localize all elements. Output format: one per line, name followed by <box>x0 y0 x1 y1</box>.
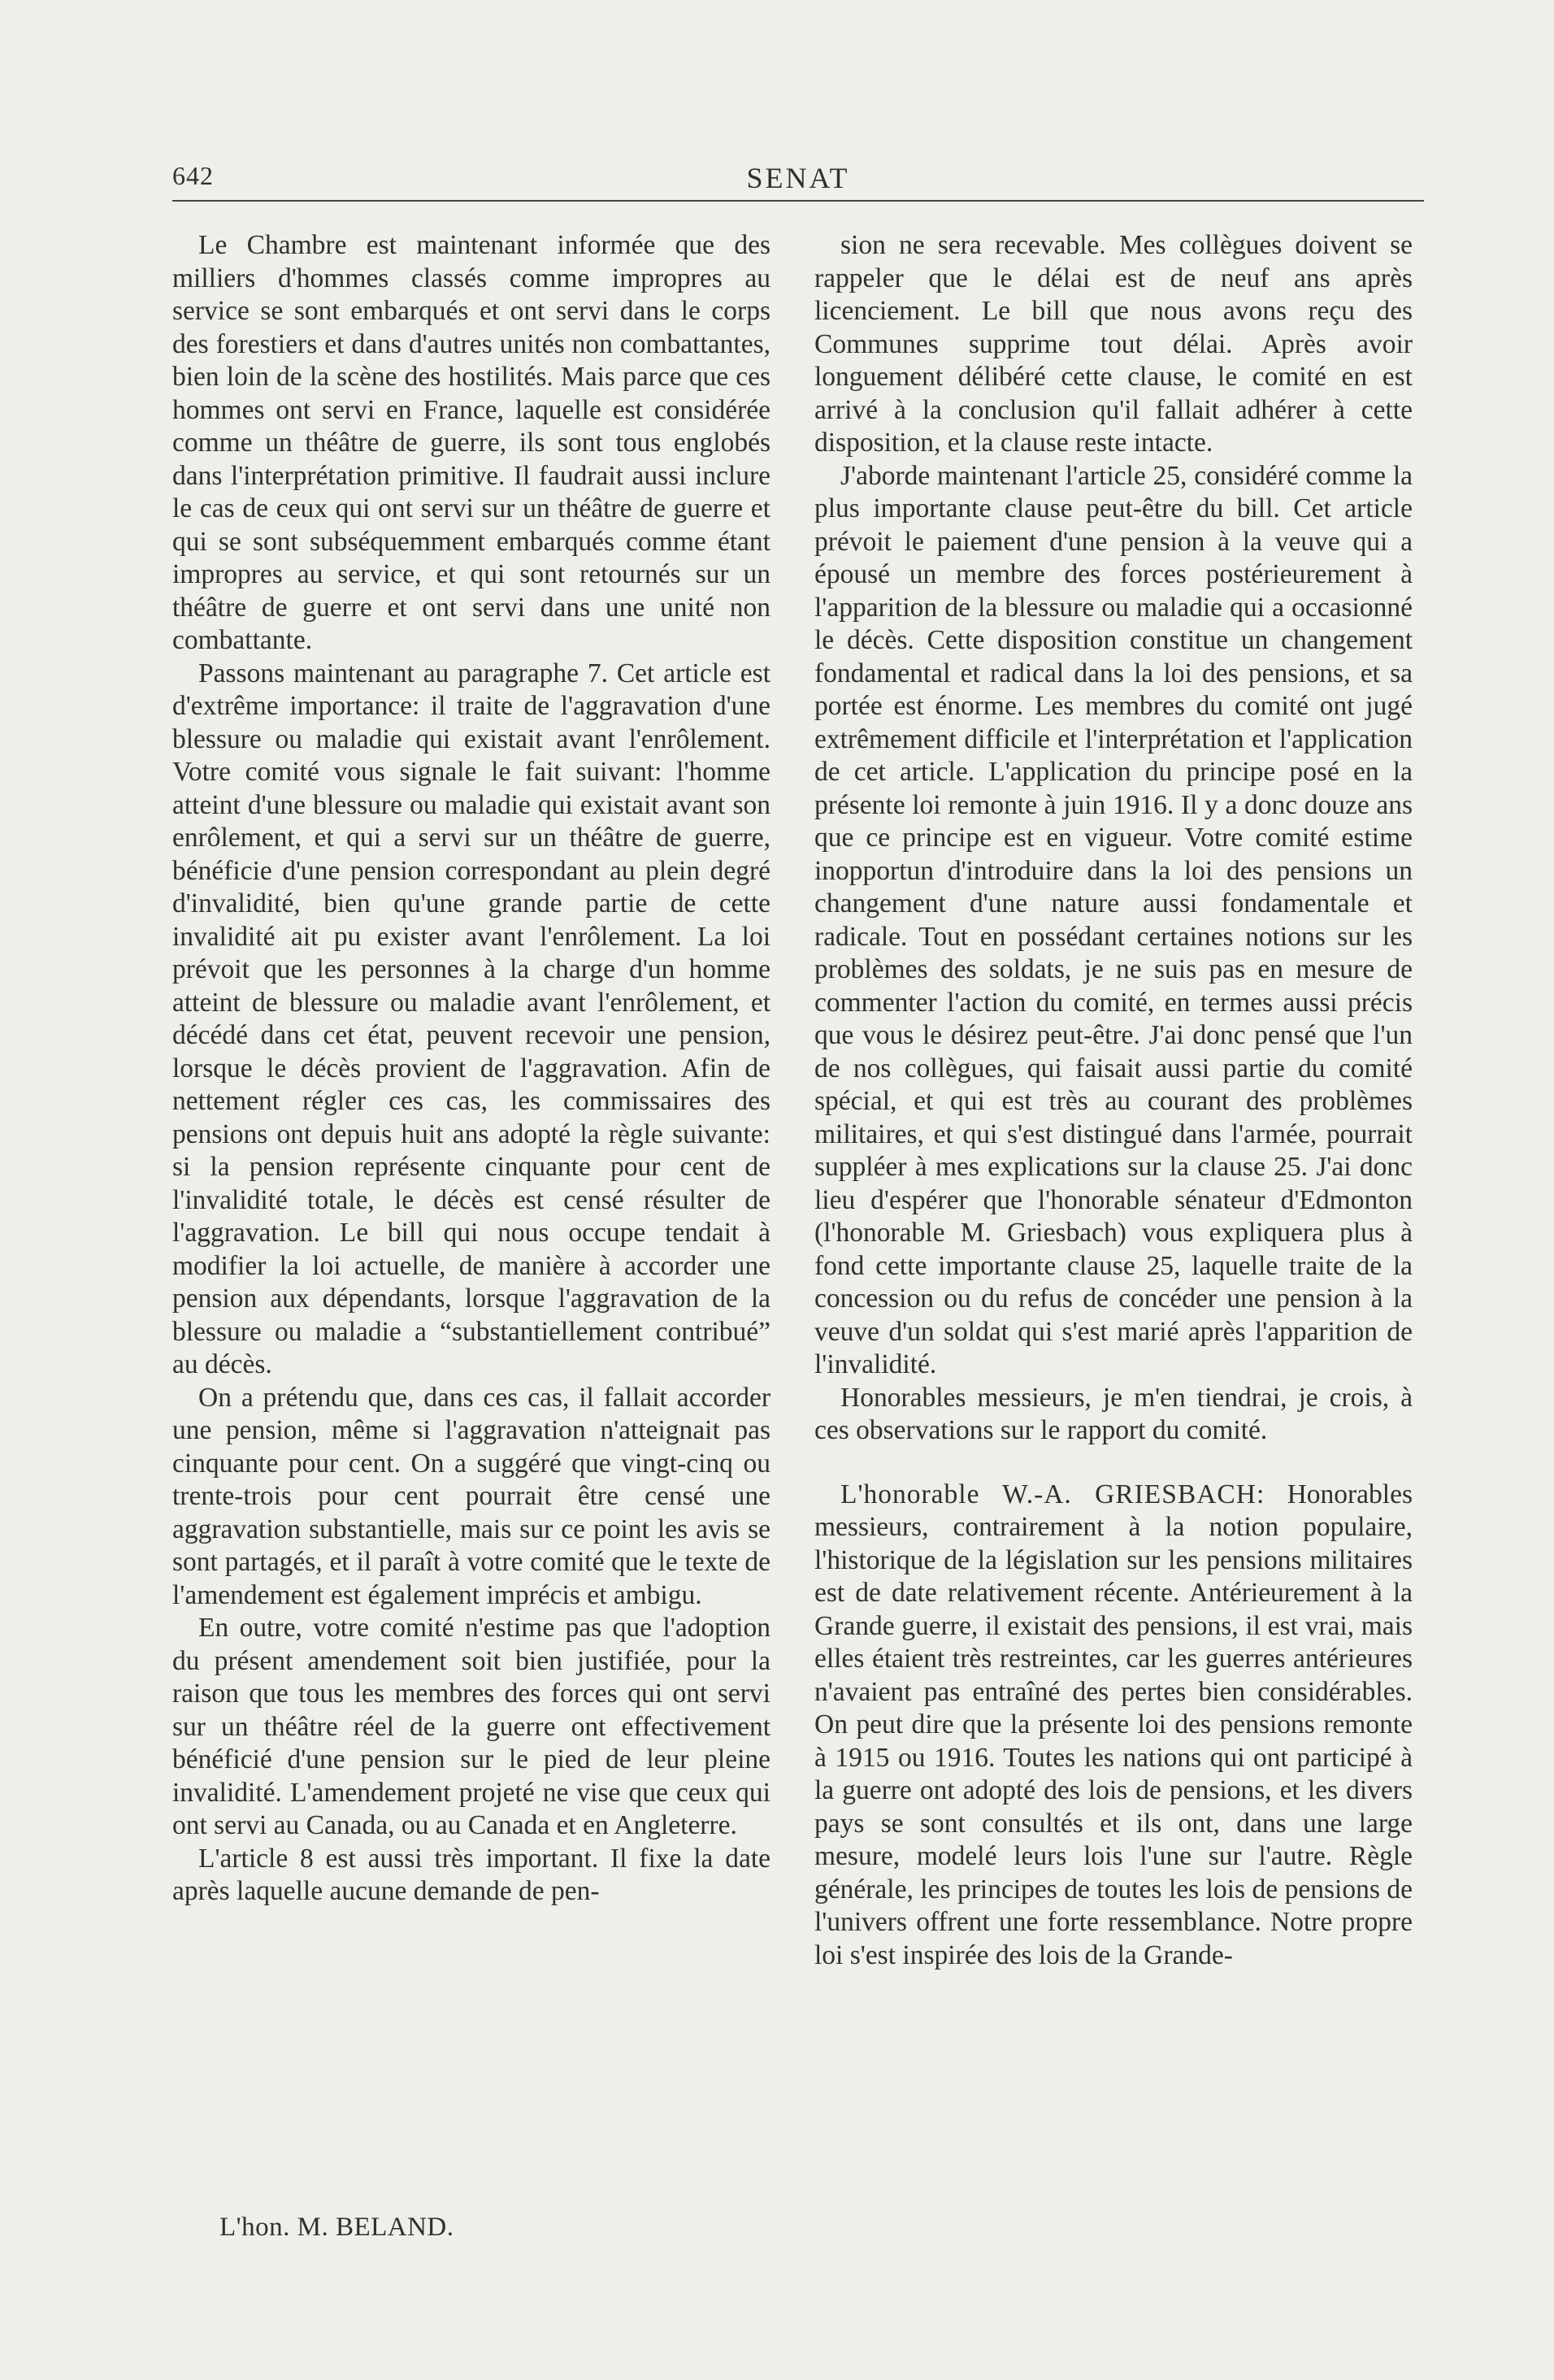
paragraph: L'article 8 est aussi très important. Il fixe la date après laquelle aucune demande de pen- <box>172 1843 770 1906</box>
paragraph: sion ne sera recevable. Mes collègues doivent se rappeler que le délai est de neuf ans après licenciement. Le bill que nous avons reçu des Communes supprime tout délai. Après avoir longuement délibéré cette clause, le comité en est arrivé à la conclusion qu'il fallait adhérer à cette disposition, et la clause reste intacte. <box>814 230 1413 458</box>
page-number: 642 <box>172 161 214 190</box>
paragraph: En outre, votre comité n'estime pas que l'adoption du présent amendement soit bien justifiée, pour la raison que tous les membres des forces qui ont servi sur un théâtre réel de la guerre ont effectivement bénéficié d'une pension sur le pied de leur pleine invalidité. L'amendement projeté ne vise que ceux qui ont servi au Canada, ou au Canada et en Angleterre. <box>172 1613 770 1840</box>
paragraph: Honorables messieurs, je m'en tiendrai, je crois, à ces observations sur le rapport du comité. <box>814 1382 1413 1445</box>
paragraph: Passons maintenant au paragraphe 7. Cet article est d'extrême importance: il traite de l'aggravation d'une blessure ou maladie qui existait avant l'enrôlement. Votre comité vous signale le fait suivant: l'homme atteint d'une blessure ou maladie qui existait avant son enrôlement, et qui a servi sur un théâtre de guerre, bénéficie d'une pension correspondant au plein degré d'invalidité, bien qu'une grande partie de cette invalidité ait pu exister avant l'enrôlement. La loi prévoit que les personnes à la charge d'un homme atteint de blessure ou maladie avant l'enrôlement, et décédé dans cet état, peuvent recevoir une pension, lorsque le décès provient de l'aggravation. Afin de nettement régler ces cas, les commissaires des pensions ont depuis huit ans adopté la règle suivante: si la pension représente cinquante pour cent de l'invalidité totale, le décès est censé résulter de l'aggravation. Le bill qui nous occupe tendait à modifier la loi actuelle, de manière à accorder une pension aux dépendants, lorsque l'aggravation de la blessure ou maladie a “substantiellement contribué” au décès. <box>172 658 770 1379</box>
right-column <box>814 229 1413 1972</box>
paragraph: J'aborde maintenant l'article 25, considéré comme la plus importante clause peut-être du bill. Cet article prévoit le paiement d'une pension à la veuve qui a épousé un membre des forces postérieurement à l'apparition de la blessure ou maladie qui a occasionné le décès. Cette disposition constitue un changement fondamental et radical dans la loi des pensions, et sa portée est énorme. Les membres du comité ont jugé extrêmement difficile et l'interprétation et l'application de cet article. L'application du principe posé en la présente loi remonte à juin 1916. Il y a donc douze ans que ce principe est en vigueur. Votre comité estime inopportun d'introduire dans la loi des pensions un changement d'une nature aussi fondamentale et radicale. Tout en possédant certaines notions sur les problèmes des soldats, je ne suis pas en mesure de commenter l'action du comité, en termes aussi précis que vous le désirez peut-être. J'ai donc pensé que l'un de nos collègues, qui faisait aussi partie du comité spécial, et qui est très au courant des problèmes militaires, et qui s'est distingué dans l'armée, pourrait suppléer à mes explications sur la clause 25. J'ai donc lieu d'espérer que l'honorable sénateur d'Edmonton (l'honorable M. Griesbach) vous expliquera plus à fond cette importante clause 25, laquelle traite de la concession ou du refus de concéder une pension à la veuve d'un soldat qui s'est marié après l'apparition de l'invalidité. <box>814 460 1413 1379</box>
footer-signature: L'hon. M. BELAND. <box>219 2213 454 2242</box>
left-column <box>172 229 770 1909</box>
speaker-name: L'honorable W.-A. GRIESBACH: <box>840 1479 1265 1509</box>
speech-text: Honorables messieurs, contrairement à la notion populaire, l'historique de la législation sur les pensions militaires est de date relativement récente. Antérieurement à la Grande guerre, il existait des pensions, il est vrai, mais elles étaient très restreintes, car les guerres antérieures n'avaient pas entraîné des pertes bien considérables. On peut dire que la présente loi des pensions remonte à 1915 ou 1916. Toutes les nations qui ont participé à la guerre ont adopté des lois de pensions, et les divers pays se sont consultés et ils ont, dans une large mesure, modelé leurs lois l'une sur l'autre. Règle générale, les principes de toutes les lois de pensions de l'univers offrent une forte ressemblance. Notre propre loi s'est inspirée des lois de la Grande- <box>814 1479 1413 1970</box>
paragraph: On a prétendu que, dans ces cas, il fallait accorder une pension, même si l'aggravation n'atteignait pas cinquante pour cent. On a suggéré que vingt-cinq ou trente-trois pour cent pourrait être censé une aggravation substantielle, mais sur ce point les avis se sont partagés, et il paraît à votre comité que le texte de l'amendement est également imprécis et ambigu. <box>172 1382 770 1610</box>
speech-paragraph <box>814 1479 1413 1973</box>
running-title: SENAT <box>746 162 850 194</box>
paragraph: Le Chambre est maintenant informée que des milliers d'hommes classés comme impropres au service se sont embarqués et ont servi dans le corps des forestiers et dans d'autres unités non combattantes, bien loin de la scène des hostilités. Mais parce que ces hommes ont servi en France, laquelle est considérée comme un théâtre de guerre, ils sont tous englobés dans l'interprétation primitive. Il faudrait aussi inclure le cas de ceux qui ont servi sur un théâtre de guerre et qui se sont subséquemment embarqués comme étant impropres au service, et qui sont retournés sur un théâtre de guerre et ont servi dans une unité non combattante. <box>172 230 770 655</box>
page-header <box>172 161 1424 202</box>
header-rule <box>172 200 1424 202</box>
